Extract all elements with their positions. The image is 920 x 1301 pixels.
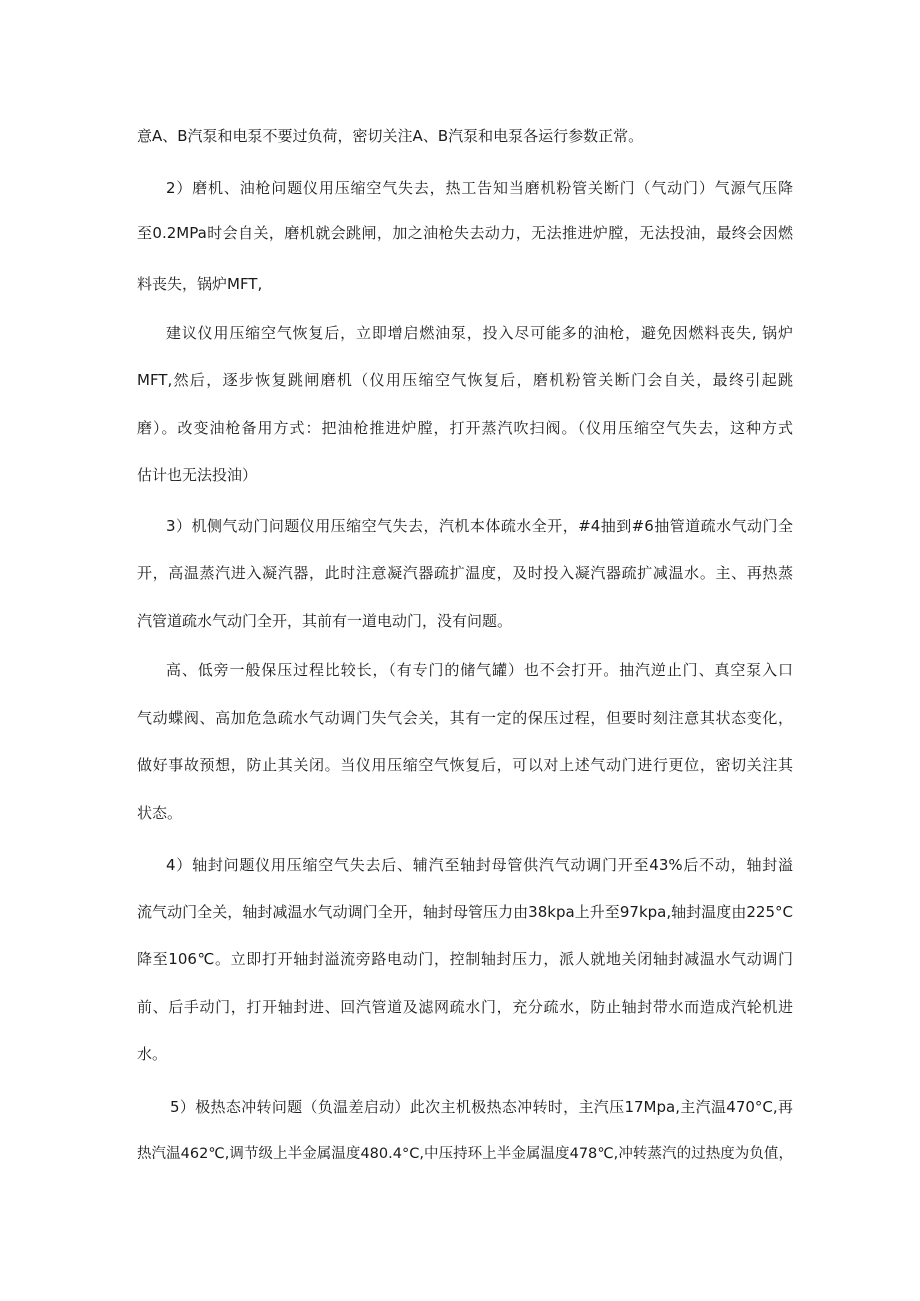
text-line: 2）磨机、油枪问题仪用压缩空气失去，热工告知当磨机粉管关断门（气动门）气源气压降	[166, 179, 793, 197]
text-line: 3）机侧气动门问题仪用压缩空气失去，汽机本体疏水全开，#4抽到#6抽管道疏水气动门全	[166, 517, 793, 535]
text-line: 意A、B汽泵和电泵不要过负荷，密切关注A、B汽泵和电泵各运行参数正常。	[137, 127, 644, 145]
text-line: 水。	[137, 1045, 168, 1063]
text-line: 估计也无法投油）	[137, 466, 258, 484]
text-line: MFT,然后，逐步恢复跳闸磨机（仪用压缩空气恢复后，磨机粉管关断门会自关，最终引起跳	[137, 371, 793, 389]
text-line: 料丧失，锅炉MFT,	[137, 275, 263, 293]
text-line: 前、后手动门，打开轴封进、回汽管道及滤网疏水门，充分疏水，防止轴封带水而造成汽轮机进	[137, 998, 793, 1016]
text-line: 做好事故预想，防止其关闭。当仪用压缩空气恢复后，可以对上述气动门进行更位，密切关注其	[137, 756, 793, 774]
text-line: 汽管道疏水气动门全开，其前有一道电动门，没有问题。	[137, 612, 513, 630]
text-line: 磨）。改变油枪备用方式：把油枪推进炉膛，打开蒸汽吹扫阀。（仪用压缩空气失去，这种方式	[137, 419, 793, 437]
text-line: 5）极热态冲转问题（负温差启动）此次主机极热态冲转时，主汽压17Mpa,主汽温470°C,再	[170, 1098, 793, 1116]
text-line: 高、低旁一般保压过程比较长，（有专门的储气罐）也不会打开。抽汽逆止门、真空泵入口	[166, 661, 793, 679]
text-line: 降至106℃。立即打开轴封溢流旁路电动门，控制轴封压力，派人就地关闭轴封减温水气动调门	[137, 950, 793, 968]
text-line: 开，高温蒸汽进入凝汽器，此时注意凝汽器疏扩温度，及时投入凝汽器疏扩减温水。主、再热蒸	[137, 564, 793, 582]
text-line: 气动蝶阀、高加危急疏水气动调门失气会关，其有一定的保压过程，但要时刻注意其状态变化，	[137, 709, 793, 727]
text-line: 4）轴封问题仪用压缩空气失去后、辅汽至轴封母管供汽气动调门开至43%后不动，轴封溢	[166, 856, 793, 874]
text-line: 流气动门全关，轴封减温水气动调门全开，轴封母管压力由38kpa上升至97kpa,轴封温度由225°C	[137, 903, 793, 921]
text-line: 热汽温462℃,调节级上半金属温度480.4°C,中压持环上半金属温度478℃,冲转蒸汽的过热度为负值，	[137, 1146, 793, 1162]
text-line: 状态。	[137, 804, 183, 822]
text-line: 建议仪用压缩空气恢复后，立即增启燃油泵，投入尽可能多的油枪，避免因燃料丧失, 锅炉	[166, 324, 793, 342]
text-line: 至0.2MPa时会自关，磨机就会跳闸，加之油枪失去动力，无法推进炉膛，无法投油，最终会因燃	[137, 224, 793, 242]
